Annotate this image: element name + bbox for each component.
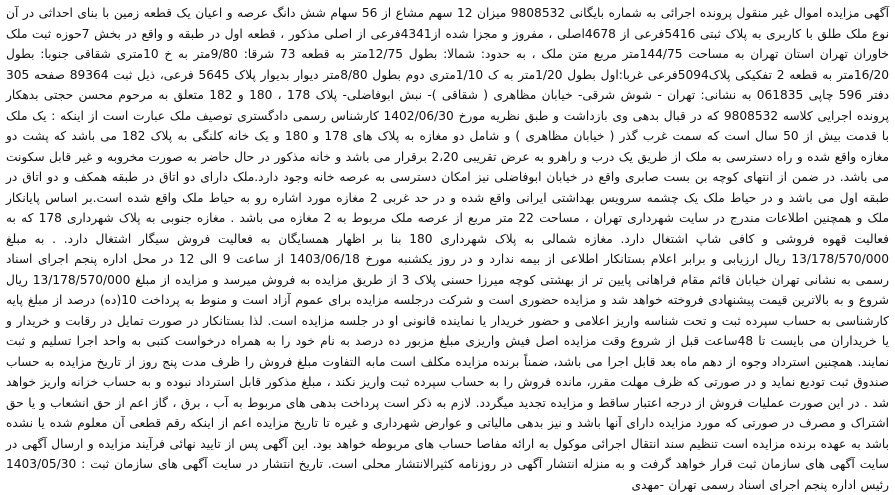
notice-body-text: آگهی مزایده اموال غیر منقول پرونده اجرائی به شماره بایگانی 9808532 میزان 12 سهم مشاع از 56 سهام شش دانگ عرصه و اعیان یک قطعه زمین با بنای احداثی در آن نوع ملک طلق با کاربری به پلاک ثبتی 5416فرعی از 4678اصلی ، مفروز و مجزا شده از4341فرعی از اصلی مذکور ، قطعه اول در طبقه و واقع در بخش 7حوزه ثبت ملک خاوران تهران استان تهران به مساحت 144/75متر مربع متن ملک ، به حدود: شمالا: بطول 12/75متر به قطعه 73 شرقا: 9/80متر به خ 10متری شقاقی جنوبا: بطول 16/20متر به قطعه 2 تفکیکی پلاک5094فرعی غربا:اول بطول 1/20متر به ک 1/10متری دوم بطول 8/80متر دیوار بدیوار پلاک 5645 فرعی، ذیل ثبت 89364 صفحه 305 دفتر 596 چاپی 061835 به نشانی: تهران - شوش شرقی- خیابان مظاهری ( شقاقی )- نبش ابوفاضلی- پلاک 178 ، 180 و 182 متعلق به مرحوم محسن حجتی بدهکار پرونده اجرایی کلاسه 9808532 که در قبال بدهی وی بازداشت و طبق نظریه مورخ 1402/06/30 کارشناس رسمی دادگستری توصیف ملک عبارت است از اینکه : یک ملک با قدمت بیش از 50 سال است که سمت غرب گذر ( خیابان مظاهری ) و شامل دو مغازه به پلاک های 178 و 180 و یک خانه کلنگی به پلاک 182 می باشد که پشت دو مغازه واقع شده و راه دسترسی به ملک از طریق یک درب و راهرو به عرض تقریبی 2،20 برقرار می باشد و خانه مذکور در حال حاضر به صورت مخروبه و غیر قابل سکونت می باشد. در ضمن از انتهای کوچه بن بست صابری واقع در خیابان ابوفاضلی نیز امکان دسترسی به عرصه خانه وجود دارد.ملک دارای دو اتاق در طبقه همکف و دو اتاق در طبقه اول می باشد و در حیاط ملک یک چشمه سرویس بهداشتی ایرانی واقع شده و در حد غربی 2 مغازه مورد اشاره رو به حیاط ملک واقع شده است.بر اساس پایانکار ملک و همچنین اطلاعات مندرج در سایت شهرداری تهران ، مساحت 22 متر مربع از عرصه ملک مربوط به 2 مغازه می باشد . مغازه جنوبی به پلاک شهرداری 178 که به فعالیت قهوه فروشی و کافی شاپ اشتغال دارد. مغازه شمالی به پلاک شهرداری 180 بنا بر اظهار همسایگان به فعالیت فروش سیگار اشتغال دارد. . به مبلغ 13/178/570/000 ریال ارزیابی و برابر اعلام بستانکار اطلاعی از بیمه ندارد و در روز یکشنبه مورخ 1403/06/18 از ساعت 9 الی 12 در محل اداره پنجم اجرای اسناد رسمی به نشانی تهران خیابان قائم مقام فراهانی پایین تر از بهشتی کوچه میرزا حسنی پلاک 3 از طریق مزایده به فروش میرسد و مزایده از مبلغ 13/178/570/000 ریال شروع و به بالاترین قیمت پیشنهادی فروخته خواهد شد و مزایده حضوری است و شرکت درجلسه مزایده برای عموم آزاد است و منوط به پرداخت 10(ده) درصد از مبلغ پایه کارشناسی به حساب سپرده ثبت و تحت شناسه واریز اعلامی و حضور خریدار یا نماینده قانونی او در جلسه مزایده است. لذا بستانکار در صورت تمایل در رقابت و خریدار و یا خریداران می بایست تا 48ساعت قبل از شروع وقت مزایده اصل فیش واریزی مبلغ مزبور ده درصد به نام خود را به همراه درخواست کتبی به واحد اجرا تسلیم و ثبت نمایند. همچنین استرداد وجوه از دهم ماه بعد قابل اجرا می باشد، ضمناً برنده مزایده مکلف است مابه التفاوت مبلغ فروش را ظرف مدت پنج روز از تاریخ مزایده به حساب صندوق ثبت تودیع نماید و در صورتی که ظرف مهلت مقرر، مانده فروش را به حساب سپرده ثبت واریز نکند ، مبلغ مذکور قابل استرداد نبوده و به حساب خزانه واریز خواهد شد . در این صورت عملیات فروش از درجه اعتبار ساقط و مزایده تجدید میگردد. لازم به ذکر است پرداخت بدهی های مربوط به آب ، برق ، گاز اعم از حق انشعاب و یا حق اشتراک و مصرف در صورتی که مورد مزایده دارای آنها باشد و نیز بدهی مالیاتی و عوارض شهرداری و غیره تا تاریخ مزایده اعم از اینکه رقم قطعی آن معلوم شده یا نشده باشد به عهده برنده مزایده است تنظیم سند انتقال اجرائی موکول به ارائه مفاصا حساب های مربوطه خواهد بود. این آگهی پس از تایید نهائی فرآیند مزایده و ارسال آگهی در سایت آگهی های سازمان ثبت قرار خواهد گرفت و به منزله انتشار آگهی در روزنامه کثیرالانتشار محلی است. تاریخ انتشار در سایت آگهی های سازمان ثبت : 1403/05/30 رئیس اداره پنجم اجرای اسناد رسمی تهران -مهدی — [6, 6, 890, 492]
